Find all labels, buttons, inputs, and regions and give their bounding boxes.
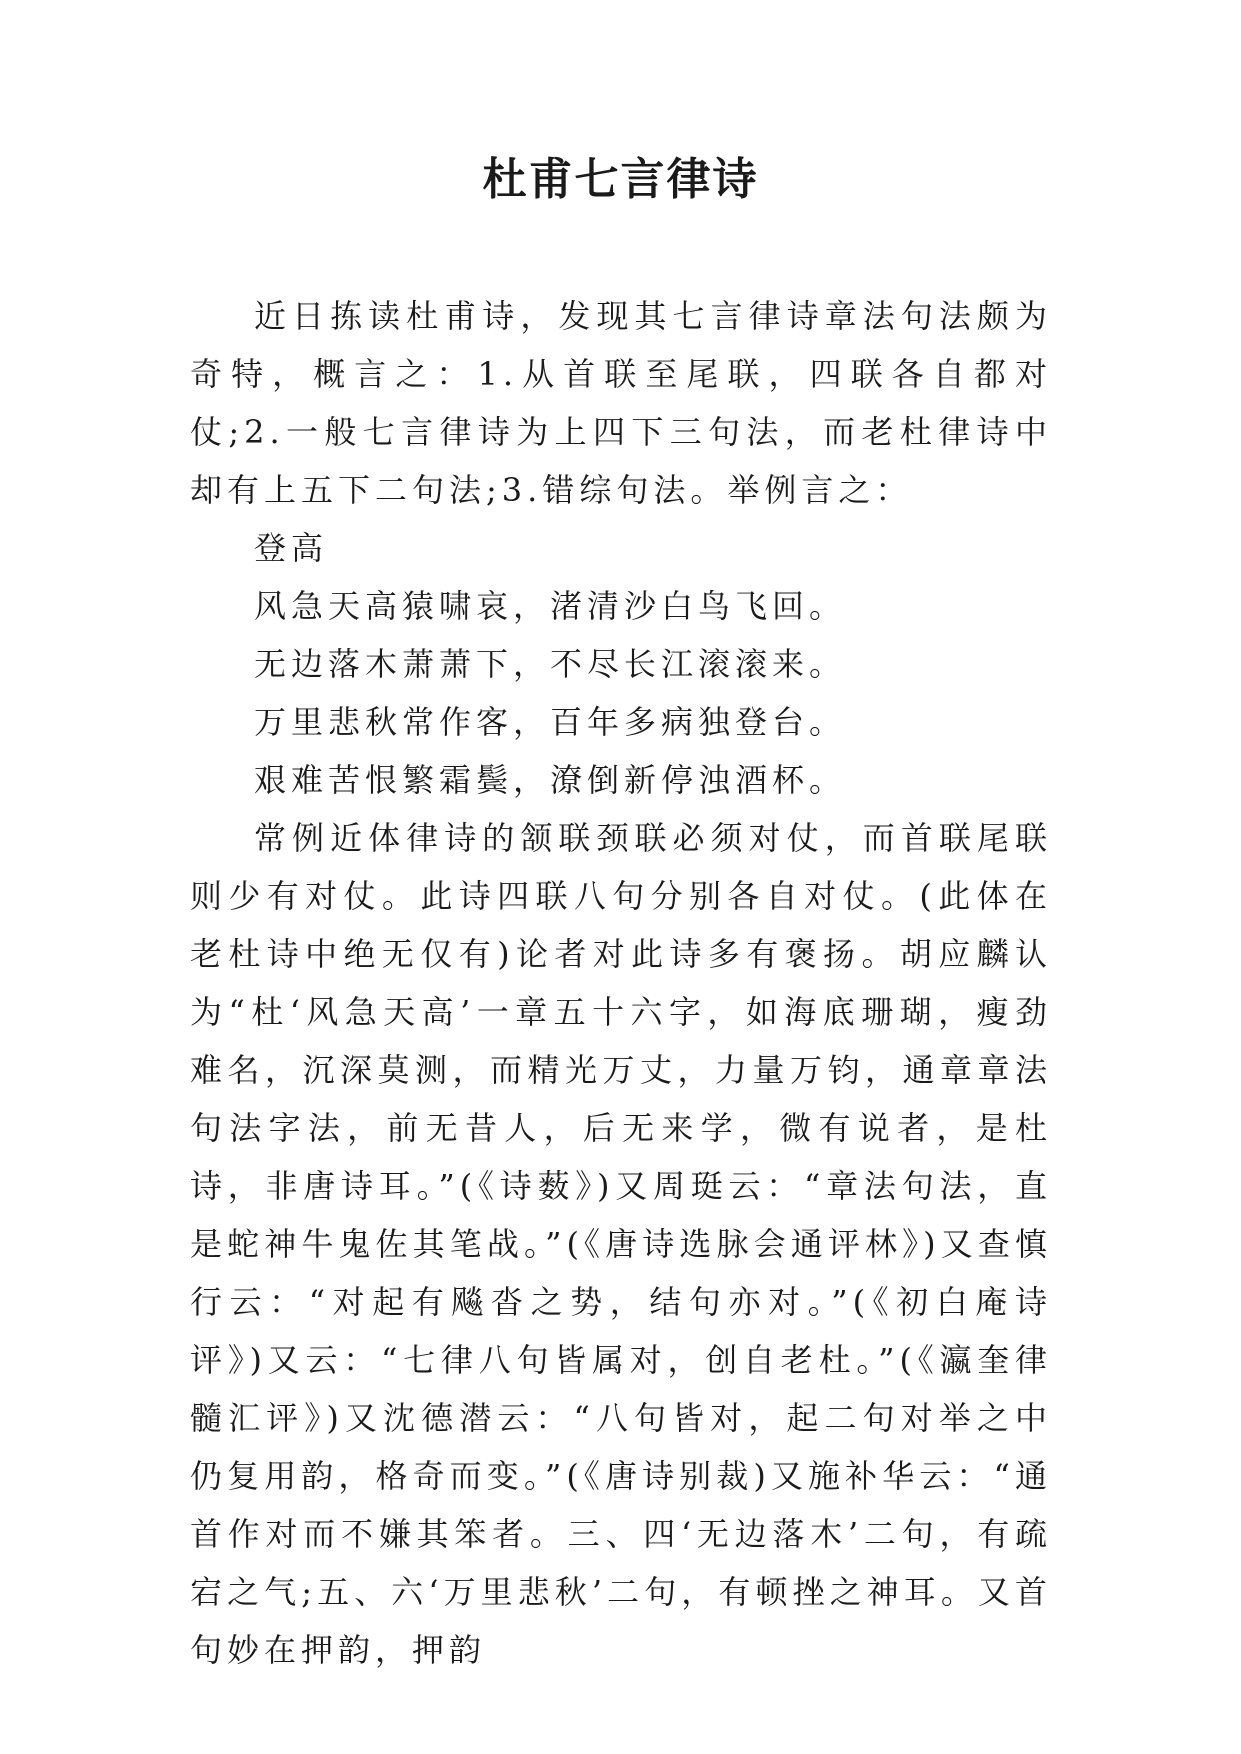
poem-line: 万里悲秋常作客，百年多病独登台。 bbox=[254, 703, 847, 741]
poem-title: 登高 bbox=[254, 529, 329, 567]
document-body bbox=[190, 287, 1052, 1679]
poem-line: 无边落木萧萧下，不尽长江滚滚来。 bbox=[254, 645, 847, 683]
intro-paragraph: 近日拣读杜甫诗，发现其七言律诗章法句法颇为奇特，概言之：1.从首联至尾联，四联各自都对仗;2.一般七言律诗为上四下三句法，而老杜律诗中却有上五下二句法;3.错综句法。举例言之： bbox=[190, 297, 1052, 509]
document-title: 杜甫七言律诗 bbox=[482, 154, 759, 205]
commentary-paragraph: 常例近体律诗的颔联颈联必须对仗，而首联尾联则少有对仗。此诗四联八句分别各自对仗。(此体在老杜诗中绝无仅有)论者对此诗多有褒扬。胡应麟认为“杜‘风急天高’一章五十六字，如海底珊瑚，瘦劲难名，沉深莫测，而精光万丈，力量万钧，通章章法句法字法，前无昔人，后无来学，微有说者，是杜诗，非唐诗耳。”(《诗薮》)又周珽云：“章法句法，直是蛇神牛鬼佐其笔战。”(《唐诗选脉会通评林》)又查慎行云：“对起有飚沓之势，结句亦对。”(《初白庵诗评》)又云：“七律八句皆属对，创自老杜。”(《瀛奎律髓汇评》)又沈德潜云：“八句皆对，起二句对举之中仍复用韵，格奇而变。”(《唐诗别裁)又施补华云：“通首作对而不嫌其笨者。三、四‘无边落木’二句，有疏宕之气;五、六‘万里悲秋’二句，有顿挫之神耳。又首句妙在押韵，押韵 bbox=[190, 819, 1052, 1669]
poem-line: 艰难苦恨繁霜鬓，潦倒新停浊酒杯。 bbox=[254, 761, 847, 799]
poem-line: 风急天高猿啸哀，渚清沙白鸟飞回。 bbox=[254, 587, 847, 625]
